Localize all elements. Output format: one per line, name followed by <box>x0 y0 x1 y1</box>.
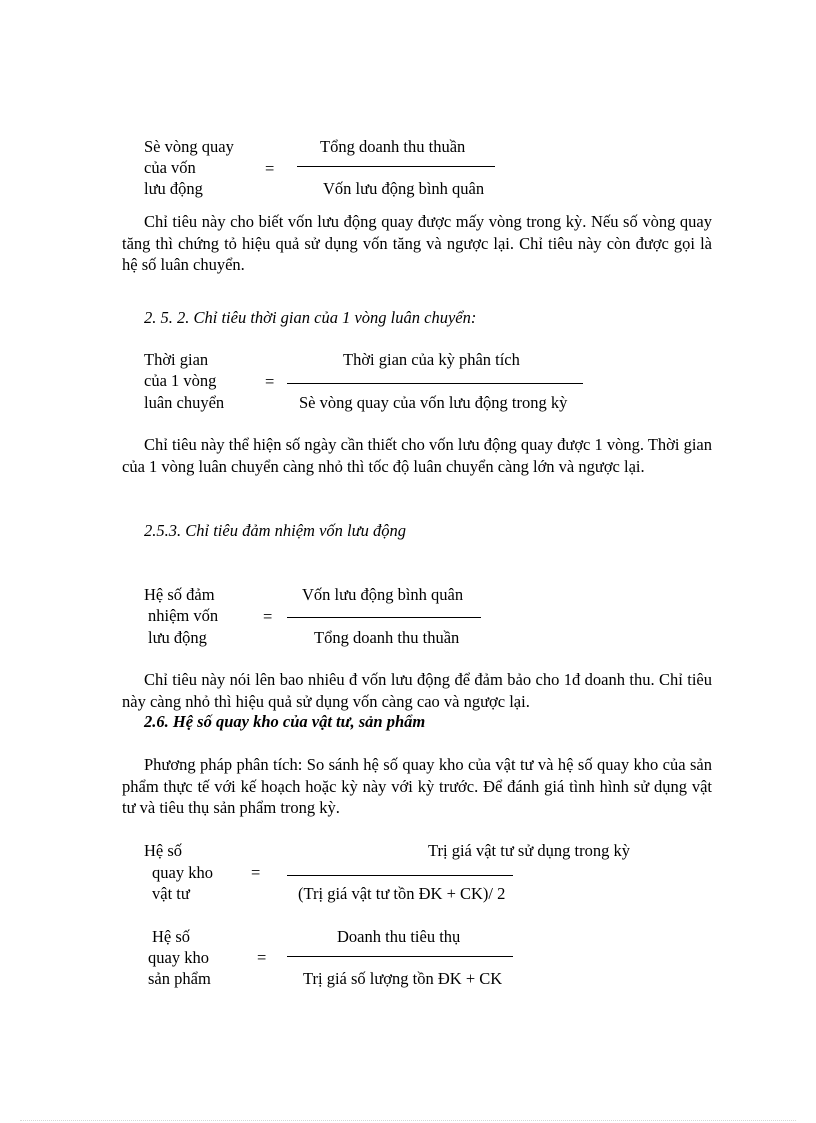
formula-denominator: Tổng doanh thu thuần <box>314 628 460 647</box>
formula-label-line: quay kho <box>152 863 213 882</box>
section-heading: 2.6. Hệ số quay kho của vật tư, sản phẩm <box>144 712 426 731</box>
page-bottom-border <box>20 1120 796 1121</box>
formula-label-line: quay kho <box>148 948 209 967</box>
fraction-bar <box>287 956 513 957</box>
formula-denominator: Sè vòng quay của vốn lưu động trong kỳ <box>299 393 568 412</box>
formula-label-line: Thời gian <box>144 350 209 369</box>
section-heading: 2. 5. 2. Chỉ tiêu thời gian của 1 vòng luân chuyển: <box>144 308 477 327</box>
formula-numerator: Vốn lưu động bình quân <box>302 585 464 604</box>
equals-sign: = <box>257 948 267 967</box>
formula-label-line: Hệ số đảm <box>144 585 215 604</box>
equals-sign: = <box>263 607 273 626</box>
formula-denominator: Vốn lưu động bình quân <box>323 179 485 198</box>
formula-label-line: Sè vòng quay <box>144 137 234 156</box>
formula-denominator: (Trị giá vật tư tồn ĐK + CK)/ 2 <box>298 884 506 903</box>
formula-label-line: Hệ số <box>144 841 183 860</box>
fraction-bar <box>297 166 495 167</box>
formula-numerator: Trị giá vật tư sử dụng trong kỳ <box>428 841 630 860</box>
formula-label-line: lưu động <box>148 628 207 647</box>
equals-sign: = <box>251 863 261 882</box>
formula-label-line: vật tư <box>152 884 190 903</box>
equals-sign: = <box>265 159 275 178</box>
fraction-bar <box>287 383 583 384</box>
formula-label-line: sản phẩm <box>148 969 211 988</box>
formula-denominator: Trị giá số lượng tồn ĐK + CK <box>303 969 503 988</box>
formula-numerator: Tổng doanh thu thuần <box>320 137 466 156</box>
equals-sign: = <box>265 372 275 391</box>
fraction-bar <box>287 875 513 876</box>
formula-label-line: của vốn <box>144 158 196 177</box>
paragraph: Phương pháp phân tích: So sánh hệ số quay kho của vật tư và hệ số quay kho của sản phẩm thực tế với kế hoạch hoặc kỳ này với kỳ trước. Để đánh giá tình hình sử dụng vật tư và tiêu thụ sản phẩm trong kỳ. <box>122 755 712 817</box>
formula-label-line: nhiệm vốn <box>148 606 219 625</box>
section-heading: 2.5.3. Chỉ tiêu đảm nhiệm vốn lưu động <box>144 521 406 540</box>
formula-label-line: lưu động <box>144 179 203 198</box>
paragraph: Chỉ tiêu này nói lên bao nhiêu đ vốn lưu động để đảm bảo cho 1đ doanh thu. Chỉ tiêu này càng nhỏ thì hiệu quả sử dụng vốn càng cao và ngược lại. <box>122 670 712 711</box>
paragraph: Chỉ tiêu này cho biết vốn lưu động quay được mấy vòng trong kỳ. Nếu số vòng quay tăng thì chứng tỏ hiệu quả sử dụng vốn tăng và ngược lại. Chỉ tiêu này còn được gọi là hệ số luân chuyển. <box>122 212 712 274</box>
formula-numerator: Thời gian của kỳ phân tích <box>343 350 520 369</box>
formula-label-line: luân chuyển <box>144 393 225 412</box>
formula-label-line: của 1 vòng <box>144 371 217 390</box>
fraction-bar <box>287 617 481 618</box>
formula-label-line: Hệ số <box>152 927 191 946</box>
paragraph: Chỉ tiêu này thể hiện số ngày cần thiết cho vốn lưu động quay được 1 vòng. Thời gian của 1 vòng luân chuyển càng nhỏ thì tốc độ luân chuyển càng lớn và ngược lại. <box>122 435 712 476</box>
formula-numerator: Doanh thu tiêu thụ <box>337 927 461 946</box>
